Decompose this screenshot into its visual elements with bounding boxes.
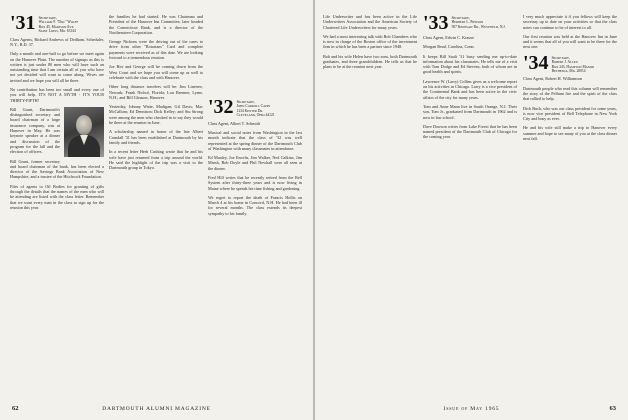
portrait-photo xyxy=(64,107,104,157)
left-page xyxy=(0,0,313,420)
paragraph: Only a month and one-half to go before we meet again on the Hanover Plain. The number of signups as this is written is just under 80 men who will have such an outstanding time that I am certain all of you who have not yet decided will want to come along. Wives are invited and we hope you will all be there. xyxy=(10,51,104,83)
paragraph: Class Agent, Edwin C. Krause xyxy=(423,35,474,40)
secretary-block: Secretary, Herbert L. Pierson 507 Kenesaw Rd., Westfield, N.J. xyxy=(451,16,506,29)
class-year: '34 xyxy=(523,51,549,74)
class-heading-33 xyxy=(423,14,517,32)
paragraph: Morgan Read, Carolina, Conn. xyxy=(423,44,475,50)
class-year: '31 xyxy=(10,14,36,34)
paragraph: Bill Grant, Dartmouth's distinguished secretary and board chairman of a large insurance company, was at Hanover in May. He was keynote speaker at a dinner and discussion of the program for the fall and the election of officers. xyxy=(10,106,60,155)
paragraph: Class Agent, Robert H. Williamson xyxy=(523,76,583,82)
secretary-block: Secretary, William F. "Doc" Wolff Box 45, Madison Ave. Saint Louis, Mo. 63144 xyxy=(38,16,79,34)
magazine-name: DARTMOUTH ALUMNI MAGAZINE xyxy=(102,406,211,412)
secretary-block: Secretary, Robert J. Allen Box 243, Hampton Manor Bethesda, Md. 20014 xyxy=(551,55,595,73)
class-year: '33 xyxy=(423,14,449,34)
paragraph: George Nichons were the driving out of the cares to drive from other "Rotarians" Card and complete payments were received as of this date. We are looking forward to a tremendous reunion. xyxy=(109,39,203,61)
secretary-block: Secretary, John Carroll Capps 1234 Kenter Dr. Cleveland, Ohio 44121 xyxy=(236,100,275,118)
paragraph: Dartmouth people who read this column will remember the story of the Pelham fire and the spirit of the class that rallied to help. xyxy=(523,85,617,102)
paragraph: Class Agents, Richard Andrews of Dedham, Scheduler, N.Y., R.D. 37. xyxy=(10,36,104,47)
paragraph: Fred Hill writes that he recently retired from the Bell System after thirty-three years and is now living in Maine where he spends his time fishing and gardening. xyxy=(208,175,302,191)
paragraph: No contribution has been too small and every one of you will help. IT'S NOT A MYTH - IT'S YOUR THIRTY-FIFTH! xyxy=(10,87,104,103)
paragraph: We regret to report the death of Francis Hollis on March 4 at his home in Concord, N.H. He had been ill for several months. The class extends its deepest sympathy to his family. xyxy=(208,194,302,216)
paragraph: We had a most interesting talk with Bob Chambers who is now in charge of the Boston office of the investment firm in which he has been a partner since 1948. xyxy=(323,33,417,50)
issue-label: Issue of May 1965 xyxy=(443,406,500,412)
paragraph: Life Underwriter and has been active in the Life Underwriters Association and the American Society of Chartered Life Underwriters for many years. xyxy=(323,14,417,30)
paragraph: It keeps Bill Sault '31 busy sending me up-to-date information about his classmates. He tells me of a visit with Tom Dodge and Ed Stevens, both of whom are in good health and spirits. xyxy=(423,53,517,75)
paragraph: In a recent letter Herb Cushing wrote that he and his wife have just returned from a trip around the world. He said the highlight of the trip was a visit to the Dartmouth group in Tokyo. xyxy=(109,149,203,171)
left-col-3 xyxy=(208,14,302,399)
page-number: 63 xyxy=(609,405,616,412)
left-col-1 xyxy=(10,14,104,399)
paragraph: Class Agent, Albert T. Schmidt xyxy=(208,120,260,126)
class-heading-34 xyxy=(523,51,617,74)
paragraph: Tom and Anne Mann live in South Orange, N.J. Their son, Tom Jr., graduated from Dartmouth in 1962 and is now in law school. xyxy=(423,103,517,120)
paragraph: He and his wife still make a trip to Hanover every summer and hope to see many of you at the class dinner next fall. xyxy=(523,125,617,142)
paragraph: I very much appreciate it if you fellows will keep the secretary up to date on your activities so that the class notes can continue to be of interest to all. xyxy=(523,14,617,30)
page-number: 62 xyxy=(12,405,19,412)
paragraph: Other long distance travelers will be: Jim Linetree, Newark; Frank Nichol, Florida; Lou Brenner, Lyme, N.H.; and Bill Gleason, Hanover. xyxy=(109,84,203,100)
paragraph: Joe Birr and George will be coming down from the West Coast and we hope you will come up as well to celebrate with the class and with Hanover. xyxy=(109,64,203,80)
paragraph: Yesterday, Johnny Waite, Madigan; Gil Davis; Mac McCallum; Ed Dennison; Dick Kelley; and Stu Strong were among the men who checked in to say they would be there at the reunion in June. xyxy=(109,104,203,126)
class-heading-31 xyxy=(10,14,104,34)
paragraph: Musical and social notes from Washington in the last month indicate that the class of '32 was well represented at the spring dinner of the Dartmouth Club of Washington with many classmates in attendance. xyxy=(208,129,302,151)
paragraph: Dave Dawson writes from Lake Forest that he has been named president of the Dartmouth Club of Chicago for the coming year. xyxy=(423,123,517,140)
class-heading-32 xyxy=(208,98,302,118)
paragraph: Ed Manley, Joe Enochs, Jim Walker, Ned Calkins, Jim Marsh, Bob Doyle and Phil Newhall were all seen at the dinner. xyxy=(208,155,302,171)
paragraph: Bill Grant, former secretary and board chairman of the bank, has been elected a director of the Savings Bank Association of New Hampshire, and a trustee of the Hitchcock Foundation. xyxy=(10,158,104,180)
paragraph: Bob and his wife Helen have two sons, both Dartmouth graduates, and three grandchildren. He tells us that he plans to be at the reunion next year. xyxy=(323,53,417,70)
column-text-top xyxy=(208,14,302,98)
paragraph: Files of agents to Oil Bodies for granting of gifts through the details that the names of the men who will be attending are listed with the class letter. Remember that we want every man in the class to sign up for the reunion this year. xyxy=(10,183,104,210)
left-col-2 xyxy=(109,14,203,399)
right-page xyxy=(315,0,628,420)
paragraph: Lawrence W. (Larry) Collins gives us a welcome report on his activities in Chicago. Larry is a vice president of the Continental Bank and has been active in the civic affairs of the city for many years. xyxy=(423,78,517,100)
right-col-1 xyxy=(323,14,417,399)
class-year: '32 xyxy=(208,96,234,118)
right-col-3 xyxy=(523,14,617,399)
paragraph: A scholarship named in honor of the late Albert Crandall '31 has been established at Dartmouth by his family and friends. xyxy=(109,129,203,145)
paragraph: Dick Buck, who was our class president for some years, is now vice president of Bell Telephone in New York City and busy as ever. xyxy=(523,105,617,122)
left-footer xyxy=(0,404,313,414)
right-col-2 xyxy=(423,14,517,399)
paragraph: Our first reunion was held at the Hanover Inn in June and it seems that all of you will want to be there for the next one. xyxy=(523,33,617,50)
paragraph: the families he had started. He was Chairman and President of the Hanover Inn Committee, later headed the Connecticut Bank, and is a director of the Northeastern Corporation. xyxy=(109,14,203,35)
right-footer xyxy=(315,404,628,414)
